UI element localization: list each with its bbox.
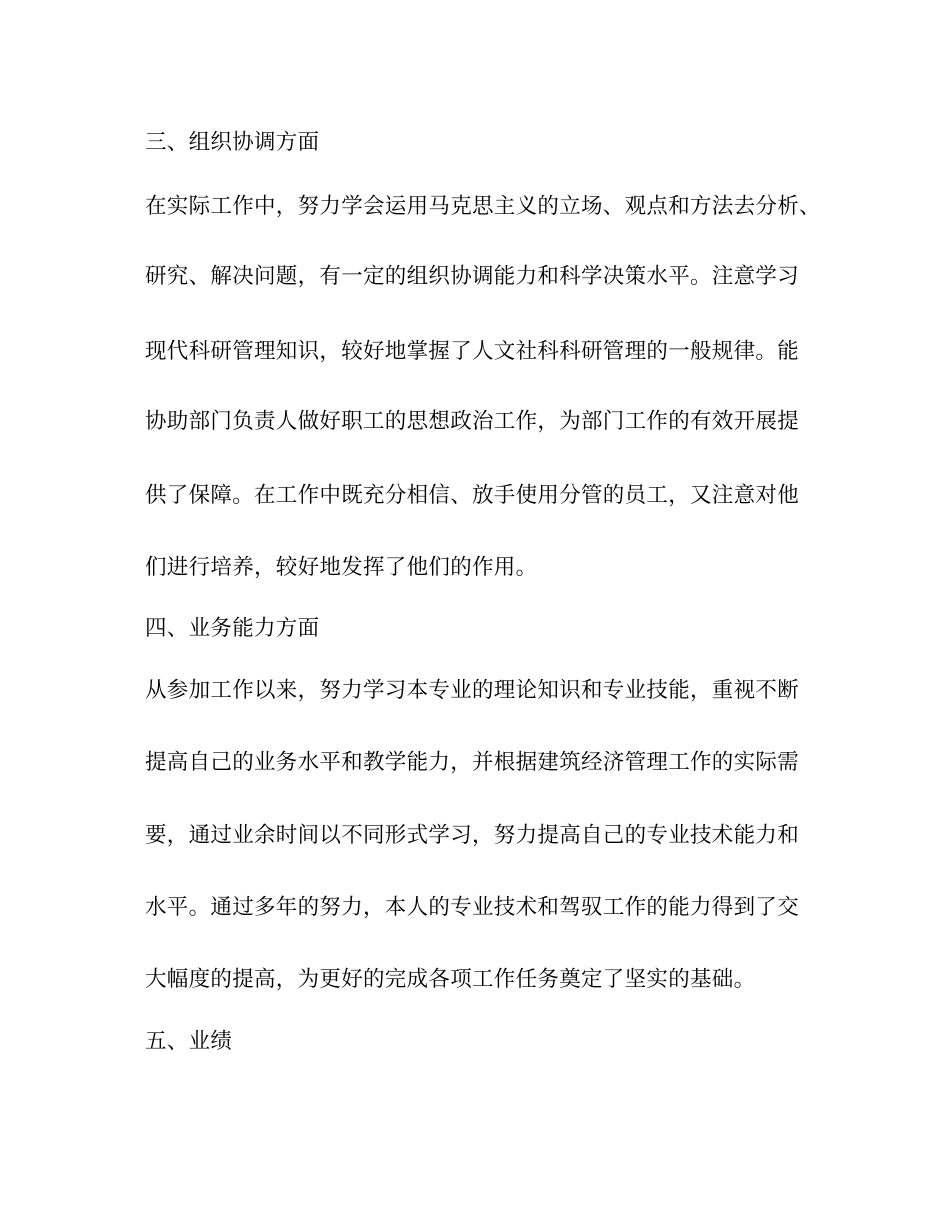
paragraph-line: 现代科研管理知识，较好地掌握了人文社科科研管理的一般规律。能 bbox=[145, 339, 800, 364]
section-heading-organization: 三、组织协调方面 bbox=[145, 130, 320, 155]
section-heading-business: 四、业务能力方面 bbox=[145, 616, 320, 641]
paragraph-line: 研究、解决问题，有一定的组织协调能力和科学决策水平。注意学习 bbox=[145, 264, 800, 289]
paragraph-line: 从参加工作以来，努力学习本专业的理论知识和专业技能，重视不断 bbox=[145, 678, 800, 703]
paragraph-line: 水平。通过多年的努力，本人的专业技术和驾驭工作的能力得到了交 bbox=[145, 895, 800, 920]
paragraph-line: 要，通过业余时间以不同形式学习，努力提高自己的专业技术能力和 bbox=[145, 823, 800, 848]
section-heading-achievements: 五、业绩 bbox=[145, 1029, 233, 1054]
paragraph-line: 在实际工作中，努力学会运用马克思主义的立场、观点和方法去分析、 bbox=[145, 194, 821, 219]
paragraph-line: 们进行培养，较好地发挥了他们的作用。 bbox=[145, 555, 538, 580]
paragraph-line: 提高自己的业务水平和教学能力，并根据建筑经济管理工作的实际需 bbox=[145, 750, 800, 775]
paragraph-line: 协助部门负责人做好职工的思想政治工作，为部门工作的有效开展提 bbox=[145, 409, 800, 434]
paragraph-line: 大幅度的提高，为更好的完成各项工作任务奠定了坚实的基础。 bbox=[145, 967, 756, 992]
paragraph-line: 供了保障。在工作中既充分相信、放手使用分管的员工，又注意对他 bbox=[145, 483, 800, 508]
